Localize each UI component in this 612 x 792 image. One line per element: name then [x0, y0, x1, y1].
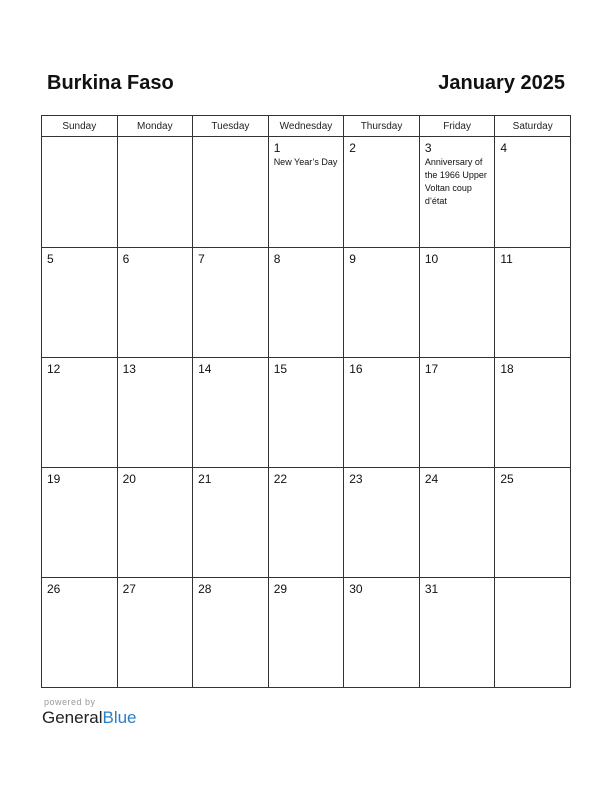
day-cell [495, 137, 571, 248]
day-number: 5 [47, 252, 54, 266]
brand-blue: Blue [102, 708, 137, 727]
day-cell [344, 358, 420, 468]
day-cell [344, 248, 420, 358]
day-cell [495, 248, 571, 358]
day-cell [419, 137, 495, 248]
weekday-wednesday: Wednesday [268, 116, 344, 137]
calendar-grid [41, 115, 571, 688]
powered-by-text: powered by [44, 697, 96, 707]
day-number: 13 [122, 362, 136, 376]
day-cell [193, 248, 269, 358]
day-cell [268, 578, 344, 688]
day-cell [42, 137, 118, 248]
day-number: 12 [47, 362, 61, 376]
day-number: 29 [273, 582, 288, 596]
week-row [42, 248, 571, 358]
day-cell [419, 578, 495, 688]
day-cell [419, 468, 495, 578]
day-number: 16 [349, 362, 363, 376]
day-cell [419, 248, 495, 358]
day-number: 4 [500, 141, 508, 155]
day-number: 21 [198, 472, 212, 486]
week-row [42, 137, 571, 248]
day-cell [344, 578, 420, 688]
weekday-thursday: Thursday [344, 116, 420, 137]
day-cell [495, 578, 571, 688]
weekday-header-row [42, 116, 571, 137]
weekday-saturday: Saturday [495, 116, 571, 137]
day-cell [117, 578, 193, 688]
day-cell [42, 578, 118, 688]
weekday-tuesday: Tuesday [193, 116, 269, 137]
day-number: 10 [424, 252, 439, 266]
day-cell [193, 578, 269, 688]
day-cell [344, 137, 420, 248]
brand-logo[interactable] [42, 708, 137, 728]
day-number: 14 [198, 362, 212, 376]
day-cell [419, 358, 495, 468]
day-number: 26 [47, 582, 61, 596]
holiday-label: New Year’s Day [273, 157, 338, 167]
day-number: 3 [424, 141, 432, 155]
day-number: 23 [349, 472, 363, 486]
day-cell [42, 468, 118, 578]
day-number: 22 [273, 472, 288, 486]
day-number: 30 [349, 582, 363, 596]
day-number: 7 [198, 252, 205, 266]
day-number: 18 [500, 362, 514, 376]
day-cell [193, 468, 269, 578]
week-row [42, 578, 571, 688]
day-number: 6 [122, 252, 130, 266]
day-cell [268, 137, 344, 248]
day-cell [117, 248, 193, 358]
week-row [42, 358, 571, 468]
day-number: 1 [273, 141, 281, 155]
day-cell [344, 468, 420, 578]
day-number: 8 [273, 252, 281, 266]
day-cell [42, 358, 118, 468]
day-cell [268, 468, 344, 578]
day-number: 15 [273, 362, 288, 376]
day-number: 17 [424, 362, 439, 376]
day-number: 28 [198, 582, 212, 596]
day-cell [193, 358, 269, 468]
country-title: Burkina Faso [47, 72, 174, 94]
brand-general: General [42, 708, 103, 727]
weekday-sunday: Sunday [42, 116, 118, 137]
day-number: 27 [122, 582, 136, 596]
day-cell [117, 468, 193, 578]
holiday-label: Anniversary of the 1966 Upper Voltan coup d’état [424, 157, 487, 206]
day-number: 19 [47, 472, 61, 486]
day-number: 20 [122, 472, 136, 486]
day-number: 24 [424, 472, 439, 486]
footer-branding [42, 697, 137, 728]
weekday-friday: Friday [419, 116, 495, 137]
day-number: 31 [424, 582, 439, 596]
day-number: 25 [500, 472, 514, 486]
day-cell [495, 468, 571, 578]
day-number: 2 [349, 141, 356, 155]
day-cell [117, 358, 193, 468]
day-cell [268, 248, 344, 358]
day-number: 9 [349, 252, 356, 266]
day-cell [193, 137, 269, 248]
day-number: 11 [500, 252, 513, 266]
week-row [42, 468, 571, 578]
day-cell [117, 137, 193, 248]
day-cell [495, 358, 571, 468]
day-cell [42, 248, 118, 358]
day-cell [268, 358, 344, 468]
weekday-monday: Monday [117, 116, 193, 137]
month-title: January 2025 [438, 72, 565, 94]
